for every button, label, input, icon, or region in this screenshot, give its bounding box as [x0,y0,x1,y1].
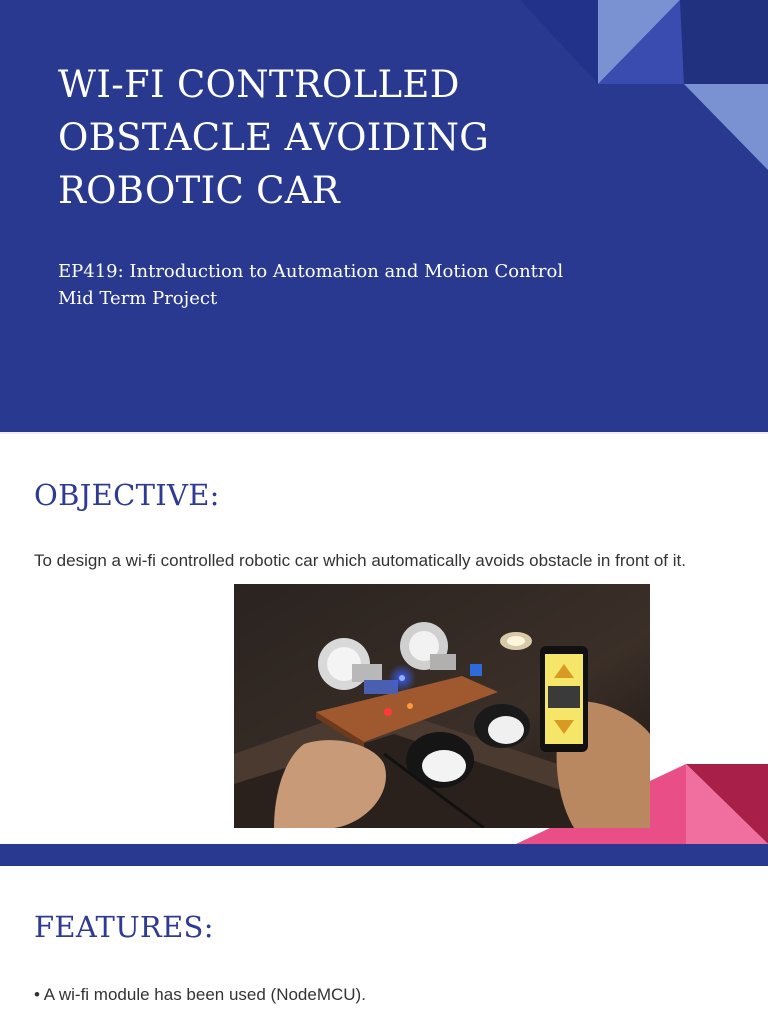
features-heading: FEATURES: [34,910,214,944]
slide-divider-band [0,844,768,866]
title-slide [0,0,768,432]
objective-heading: OBJECTIVE: [34,478,220,512]
project-type-line: Mid Term Project [58,288,218,309]
course-code-line: EP419: Introduction to Automation and Motion Control [58,261,564,282]
presentation-title: WI-FI CONTROLLED OBSTACLE AVOIDING ROBOTIC CAR [58,63,490,212]
objective-text: To design a wi-fi controlled robotic car which automatically avoids obstacle in front of it. [34,551,686,570]
objective-slide [0,434,768,846]
feature-bullet: • A wi-fi module has been used (NodeMCU). [34,985,366,1004]
features-slide [0,866,768,1024]
presentation-subtitle [58,258,698,312]
robotic-car-photo [234,584,650,828]
